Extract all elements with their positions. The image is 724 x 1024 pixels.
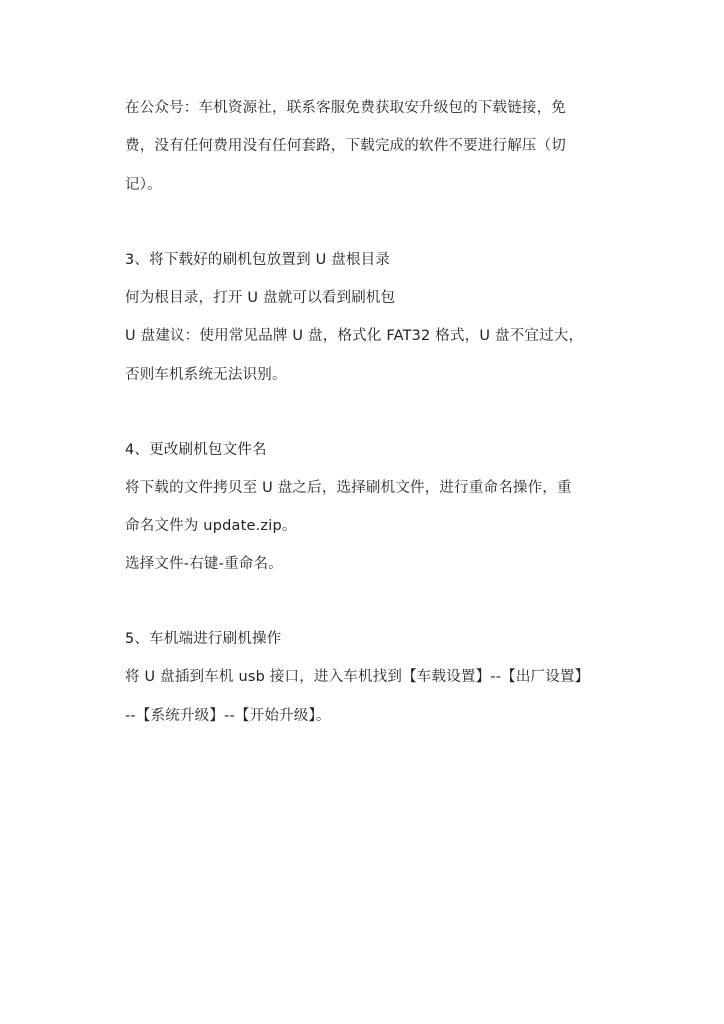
step5-heading: 5、车机端进行刷机操作 <box>125 631 282 647</box>
step4-line-2: 命名文件为 update.zip。 <box>125 518 297 534</box>
step5-line-1: 将 U 盘插到车机 usb 接口，进入车机找到【车载设置】--【出厂设置】 <box>125 669 590 685</box>
intro-line-3: 记）。 <box>125 177 162 193</box>
step3-line-2: U 盘建议：使用常见品牌 U 盘，格式化 FAT32 格式，U 盘不宜过大， <box>125 328 584 344</box>
step4-line-3: 选择文件-右键-重命名。 <box>125 556 283 572</box>
intro-line-1: 在公众号：车机资源社，联系客服免费获取安升级包的下载链接，免 <box>125 100 566 116</box>
intro-line-2: 费，没有任何费用没有任何套路，下载完成的软件不要进行解压（切 <box>125 138 566 154</box>
step4-heading: 4、更改刷机包文件名 <box>125 442 267 458</box>
step3-heading: 3、将下载好的刷机包放置到 U 盘根目录 <box>125 252 391 268</box>
step5-line-2: --【系统升级】--【开始升级】。 <box>125 708 331 724</box>
step4-line-1: 将下载的文件拷贝至 U 盘之后，选择刷机文件，进行重命名操作，重 <box>125 480 572 496</box>
step3-line-1: 何为根目录，打开 U 盘就可以看到刷机包 <box>125 290 396 306</box>
step3-line-3: 否则车机系统无法识别。 <box>125 367 287 383</box>
